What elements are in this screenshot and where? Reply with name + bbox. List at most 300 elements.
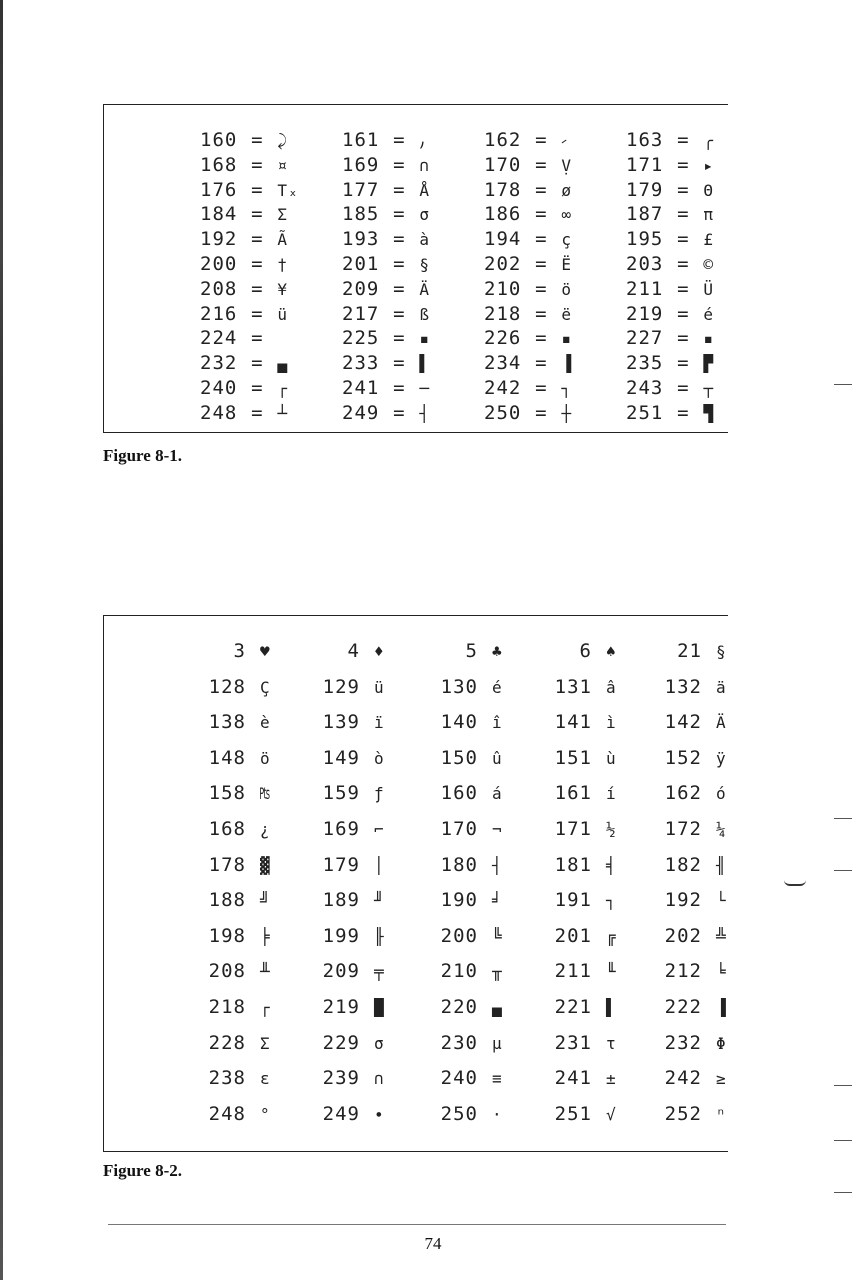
char-entry	[654, 782, 744, 804]
figure-8-2-table	[103, 615, 728, 1152]
char-code: 208	[200, 277, 238, 300]
char-entry	[200, 179, 301, 201]
char-entry	[484, 154, 585, 176]
char-code: 150	[440, 746, 478, 769]
char-entry	[626, 352, 727, 374]
char-glyph: ·	[492, 1104, 503, 1124]
char-code: 130	[440, 675, 478, 698]
char-code: 161	[554, 782, 592, 805]
char-glyph: ╨	[260, 962, 271, 982]
scan-left-edge	[0, 0, 3, 1280]
equals-sign: =	[677, 277, 690, 300]
char-entry	[654, 1067, 744, 1089]
table-row	[104, 818, 728, 844]
char-entry	[312, 818, 402, 840]
char-glyph: ▌	[606, 998, 617, 1017]
char-code: 178	[484, 178, 522, 201]
char-glyph: ü	[277, 304, 288, 324]
figure-8-2-caption: Figure 8-2.	[103, 1161, 183, 1180]
char-code: 241	[554, 1067, 592, 1090]
char-entry	[544, 996, 634, 1018]
char-glyph: ï	[374, 713, 385, 733]
char-code: 172	[664, 818, 702, 840]
char-glyph: ⁿ	[716, 1104, 727, 1124]
equals-sign: =	[393, 178, 406, 201]
char-entry	[198, 782, 288, 804]
char-code: 250	[440, 1102, 478, 1125]
equals-sign: =	[393, 153, 406, 176]
char-glyph: π	[703, 205, 714, 225]
char-code: 184	[200, 203, 238, 226]
char-glyph: ε	[260, 1069, 271, 1089]
char-glyph: ┼	[561, 403, 572, 423]
char-entry	[342, 327, 443, 349]
char-entry	[544, 925, 634, 947]
char-code: 220	[440, 996, 478, 1018]
char-code: 168	[200, 153, 238, 176]
char-glyph: ⹜	[419, 131, 426, 150]
char-glyph: ▪	[419, 329, 430, 349]
char-glyph: ╞	[260, 926, 271, 946]
char-code: 211	[626, 277, 664, 300]
equals-sign: =	[251, 302, 264, 325]
char-glyph: √	[606, 1104, 617, 1124]
char-entry	[484, 129, 585, 151]
char-entry	[430, 711, 520, 733]
char-code: 177	[342, 178, 380, 201]
char-glyph: ¬	[492, 820, 503, 839]
char-glyph: ä	[716, 677, 727, 697]
char-code: 168	[208, 818, 246, 840]
char-code: 224	[200, 327, 238, 350]
figure-8-1-table	[103, 104, 728, 433]
char-entry	[544, 747, 634, 769]
equals-sign: =	[251, 352, 264, 375]
char-entry	[430, 747, 520, 769]
char-glyph: ▄	[277, 354, 288, 374]
equals-sign: =	[393, 253, 406, 275]
char-code: 218	[208, 996, 246, 1018]
char-entry	[200, 377, 301, 399]
char-entry	[654, 996, 744, 1018]
char-entry	[626, 327, 727, 349]
char-code: 188	[208, 889, 246, 912]
char-code: 21	[677, 640, 702, 662]
equals-sign: =	[251, 178, 264, 201]
char-code: 202	[484, 253, 522, 275]
char-glyph: ¼	[716, 820, 727, 839]
char-code: 222	[664, 996, 702, 1018]
char-entry	[654, 711, 744, 733]
equals-sign: =	[251, 203, 264, 226]
char-code: 186	[484, 203, 522, 226]
char-glyph: ç	[561, 230, 572, 250]
margin-mark	[834, 1085, 852, 1086]
char-code: 162	[484, 129, 522, 151]
char-entry	[430, 889, 520, 911]
char-code: 192	[200, 228, 238, 251]
char-code: 162	[664, 782, 702, 805]
char-glyph: ⤸	[277, 131, 288, 150]
char-glyph: ♣	[492, 642, 503, 661]
char-entry	[430, 1103, 520, 1125]
char-code: 210	[440, 960, 478, 983]
char-glyph: ╟	[374, 926, 385, 946]
char-entry	[654, 747, 744, 769]
char-entry	[654, 889, 744, 911]
char-code: 240	[440, 1067, 478, 1090]
char-entry	[654, 1032, 744, 1054]
table-row	[104, 640, 728, 666]
char-entry	[200, 327, 301, 349]
table-row	[104, 253, 728, 279]
char-entry	[544, 960, 634, 982]
char-glyph: ▛	[703, 354, 714, 374]
equals-sign: =	[393, 327, 406, 350]
char-entry	[626, 377, 727, 399]
equals-sign: =	[677, 178, 690, 201]
char-glyph: û	[492, 748, 503, 768]
char-code: 218	[484, 302, 522, 325]
char-entry	[312, 640, 402, 662]
equals-sign: =	[535, 228, 548, 251]
char-code: 234	[484, 352, 522, 375]
char-code: 160	[200, 129, 238, 151]
char-code: 193	[342, 228, 380, 251]
char-entry	[312, 925, 402, 947]
char-entry	[484, 377, 585, 399]
char-code: 178	[208, 853, 246, 876]
char-code: 192	[664, 889, 702, 912]
char-code: 231	[554, 1031, 592, 1054]
char-glyph: ╙	[606, 962, 617, 982]
char-glyph: ╜	[374, 891, 385, 911]
char-entry	[312, 747, 402, 769]
char-entry	[198, 925, 288, 947]
char-glyph: ♠	[606, 642, 617, 661]
table-row	[104, 203, 728, 229]
equals-sign: =	[535, 302, 548, 325]
char-entry	[198, 676, 288, 698]
char-code: 249	[342, 401, 380, 424]
char-code: 195	[626, 228, 664, 251]
equals-sign: =	[251, 277, 264, 300]
margin-mark	[834, 1140, 852, 1141]
equals-sign: =	[535, 401, 548, 424]
char-code: 169	[322, 818, 360, 840]
table-row	[104, 1032, 728, 1058]
char-code: 169	[342, 153, 380, 176]
char-code: 241	[342, 377, 380, 399]
equals-sign: =	[677, 253, 690, 275]
margin-mark	[834, 384, 852, 385]
char-entry	[200, 303, 301, 325]
char-glyph: ¤	[277, 155, 288, 175]
char-entry	[544, 1103, 634, 1125]
char-code: 163	[626, 129, 664, 151]
char-entry	[430, 676, 520, 698]
char-code: 219	[626, 302, 664, 325]
char-entry	[312, 782, 402, 804]
margin-mark	[834, 1192, 852, 1193]
char-code: 140	[440, 711, 478, 734]
char-glyph: §	[419, 255, 430, 274]
char-code: 219	[322, 996, 360, 1018]
char-code: 179	[322, 853, 360, 876]
equals-sign: =	[677, 302, 690, 325]
char-glyph: ▪	[561, 329, 572, 349]
char-glyph: ¥	[277, 279, 288, 299]
char-code: 249	[322, 1102, 360, 1125]
table-row	[104, 352, 728, 378]
char-code: 5	[465, 640, 478, 662]
char-code: 182	[664, 853, 702, 876]
char-entry	[430, 1032, 520, 1054]
equals-sign: =	[535, 327, 548, 350]
char-code: 131	[554, 675, 592, 698]
char-code: 251	[626, 401, 664, 424]
char-code: 225	[342, 327, 380, 350]
char-entry	[342, 154, 443, 176]
char-code: 200	[200, 253, 238, 275]
equals-sign: =	[251, 377, 264, 399]
char-entry	[626, 129, 727, 151]
char-entry	[430, 960, 520, 982]
char-glyph: ╭	[703, 131, 714, 150]
char-entry	[312, 960, 402, 982]
equals-sign: =	[677, 228, 690, 251]
equals-sign: =	[251, 253, 264, 275]
char-entry	[312, 1067, 402, 1089]
char-code: 238	[208, 1067, 246, 1090]
char-entry	[312, 1032, 402, 1054]
char-glyph: Ç	[260, 677, 271, 697]
char-entry	[200, 203, 301, 225]
char-code: 152	[664, 746, 702, 769]
char-entry	[198, 747, 288, 769]
equals-sign: =	[677, 401, 690, 424]
table-row	[104, 327, 728, 353]
equals-sign: =	[393, 401, 406, 424]
char-code: 228	[208, 1031, 246, 1054]
char-code: 217	[342, 302, 380, 325]
char-entry	[544, 676, 634, 698]
char-glyph: ┤	[492, 855, 503, 875]
char-entry	[312, 889, 402, 911]
equals-sign: =	[393, 203, 406, 226]
equals-sign: =	[535, 352, 548, 375]
char-entry	[544, 1032, 634, 1054]
char-code: 229	[322, 1031, 360, 1054]
char-glyph: ♥	[260, 642, 271, 661]
char-code: 4	[347, 640, 360, 662]
char-entry	[544, 782, 634, 804]
char-entry	[430, 925, 520, 947]
char-code: 132	[664, 675, 702, 698]
table-row	[104, 402, 728, 428]
char-entry	[198, 1067, 288, 1089]
char-entry	[198, 1032, 288, 1054]
char-glyph: ┐	[561, 379, 572, 398]
char-glyph: ▓	[260, 855, 271, 875]
char-code: 181	[554, 853, 592, 876]
margin-mark	[784, 880, 806, 886]
char-entry	[198, 1103, 288, 1125]
char-glyph: ▐	[561, 354, 572, 374]
char-entry	[484, 402, 585, 424]
char-glyph: Φ	[716, 1033, 727, 1053]
char-glyph: ö	[561, 279, 572, 299]
char-code: 202	[664, 924, 702, 947]
char-glyph: ¿	[260, 820, 271, 839]
table-row	[104, 711, 728, 737]
char-entry	[200, 352, 301, 374]
char-code: 232	[664, 1031, 702, 1054]
char-entry	[198, 889, 288, 911]
char-code: 250	[484, 401, 522, 424]
char-glyph: ╡	[606, 855, 617, 875]
char-glyph: ß	[419, 304, 430, 324]
char-glyph: î	[492, 713, 503, 733]
char-glyph: µ	[492, 1033, 503, 1053]
equals-sign: =	[393, 228, 406, 251]
char-entry	[654, 960, 744, 982]
char-entry	[312, 854, 402, 876]
table-row	[104, 1067, 728, 1093]
char-entry	[198, 854, 288, 876]
char-entry	[312, 711, 402, 733]
table-row	[104, 154, 728, 180]
equals-sign: =	[677, 129, 690, 151]
char-code: 180	[440, 853, 478, 876]
char-code: 242	[484, 377, 522, 399]
table-row	[104, 179, 728, 205]
equals-sign: =	[251, 129, 264, 151]
char-entry	[484, 278, 585, 300]
char-entry	[342, 402, 443, 424]
table-row	[104, 1103, 728, 1129]
char-code: 190	[440, 889, 478, 912]
char-code: 232	[200, 352, 238, 375]
char-entry	[484, 352, 585, 374]
char-glyph: ┌	[277, 379, 288, 398]
char-code: 6	[579, 640, 592, 662]
char-entry	[200, 278, 301, 300]
char-code: 252	[664, 1102, 702, 1125]
char-glyph: ▐	[716, 998, 727, 1017]
char-glyph: Ä	[419, 279, 430, 299]
equals-sign: =	[535, 153, 548, 176]
char-glyph: Tₓ	[277, 180, 299, 200]
char-code: 139	[322, 711, 360, 734]
char-code: 159	[322, 782, 360, 805]
char-glyph: ƒ	[374, 784, 385, 804]
char-glyph: ╤	[374, 962, 385, 982]
char-entry	[200, 253, 301, 275]
table-row	[104, 676, 728, 702]
char-code: 179	[626, 178, 664, 201]
char-code: 212	[664, 960, 702, 983]
char-code: 128	[208, 675, 246, 698]
char-entry	[626, 179, 727, 201]
char-glyph: Å	[419, 180, 430, 200]
char-glyph: ©	[703, 255, 714, 274]
char-glyph: £	[703, 230, 714, 250]
table-row	[104, 129, 728, 155]
char-entry	[312, 996, 402, 1018]
char-entry	[654, 640, 744, 662]
page-number: 74	[424, 1234, 442, 1253]
char-glyph: ╘	[716, 962, 727, 982]
char-code: 142	[664, 711, 702, 734]
char-glyph: ≡	[492, 1069, 503, 1089]
char-entry	[484, 303, 585, 325]
scan-right-edge	[826, 0, 866, 1280]
char-glyph: °	[260, 1104, 271, 1124]
char-entry	[430, 640, 520, 662]
equals-sign: =	[535, 377, 548, 399]
char-code: 243	[626, 377, 664, 399]
char-code: 161	[342, 129, 380, 151]
char-code: 242	[664, 1067, 702, 1090]
char-code: 171	[626, 153, 664, 176]
char-code: 235	[626, 352, 664, 375]
char-entry	[654, 854, 744, 876]
table-row	[104, 996, 728, 1022]
char-glyph: σ	[374, 1033, 385, 1053]
equals-sign: =	[393, 352, 406, 375]
char-entry	[430, 1067, 520, 1089]
char-glyph: σ	[419, 205, 430, 225]
char-glyph: ∞	[561, 205, 572, 225]
char-glyph: é	[703, 304, 714, 324]
char-glyph: ╝	[260, 891, 271, 911]
char-entry	[200, 129, 301, 151]
char-glyph: ┤	[419, 403, 430, 423]
char-entry	[430, 818, 520, 840]
char-code: 208	[208, 960, 246, 983]
char-code: 216	[200, 302, 238, 325]
char-glyph: ┴	[277, 403, 288, 423]
char-entry	[312, 1103, 402, 1125]
char-glyph: Θ	[703, 180, 714, 200]
equals-sign: =	[677, 327, 690, 350]
char-code: 171	[554, 818, 592, 840]
char-code: 226	[484, 327, 522, 350]
char-code: 170	[440, 818, 478, 840]
char-code: 227	[626, 327, 664, 350]
char-entry	[544, 818, 634, 840]
char-entry	[626, 278, 727, 300]
char-code: 248	[200, 401, 238, 424]
equals-sign: =	[251, 153, 264, 176]
equals-sign: =	[251, 327, 264, 350]
equals-sign: =	[393, 129, 406, 151]
char-code: 148	[208, 746, 246, 769]
char-code: 194	[484, 228, 522, 251]
char-glyph: ₧	[260, 784, 271, 804]
char-glyph: Ä	[716, 713, 727, 733]
equals-sign: =	[535, 129, 548, 151]
char-code: 191	[554, 889, 592, 912]
table-row	[104, 960, 728, 986]
char-glyph: ø	[561, 180, 572, 200]
char-glyph: ⹝	[561, 131, 568, 150]
char-glyph: ⌐	[374, 820, 385, 839]
char-entry	[626, 154, 727, 176]
char-glyph: Σ	[260, 1033, 271, 1053]
char-entry	[198, 960, 288, 982]
